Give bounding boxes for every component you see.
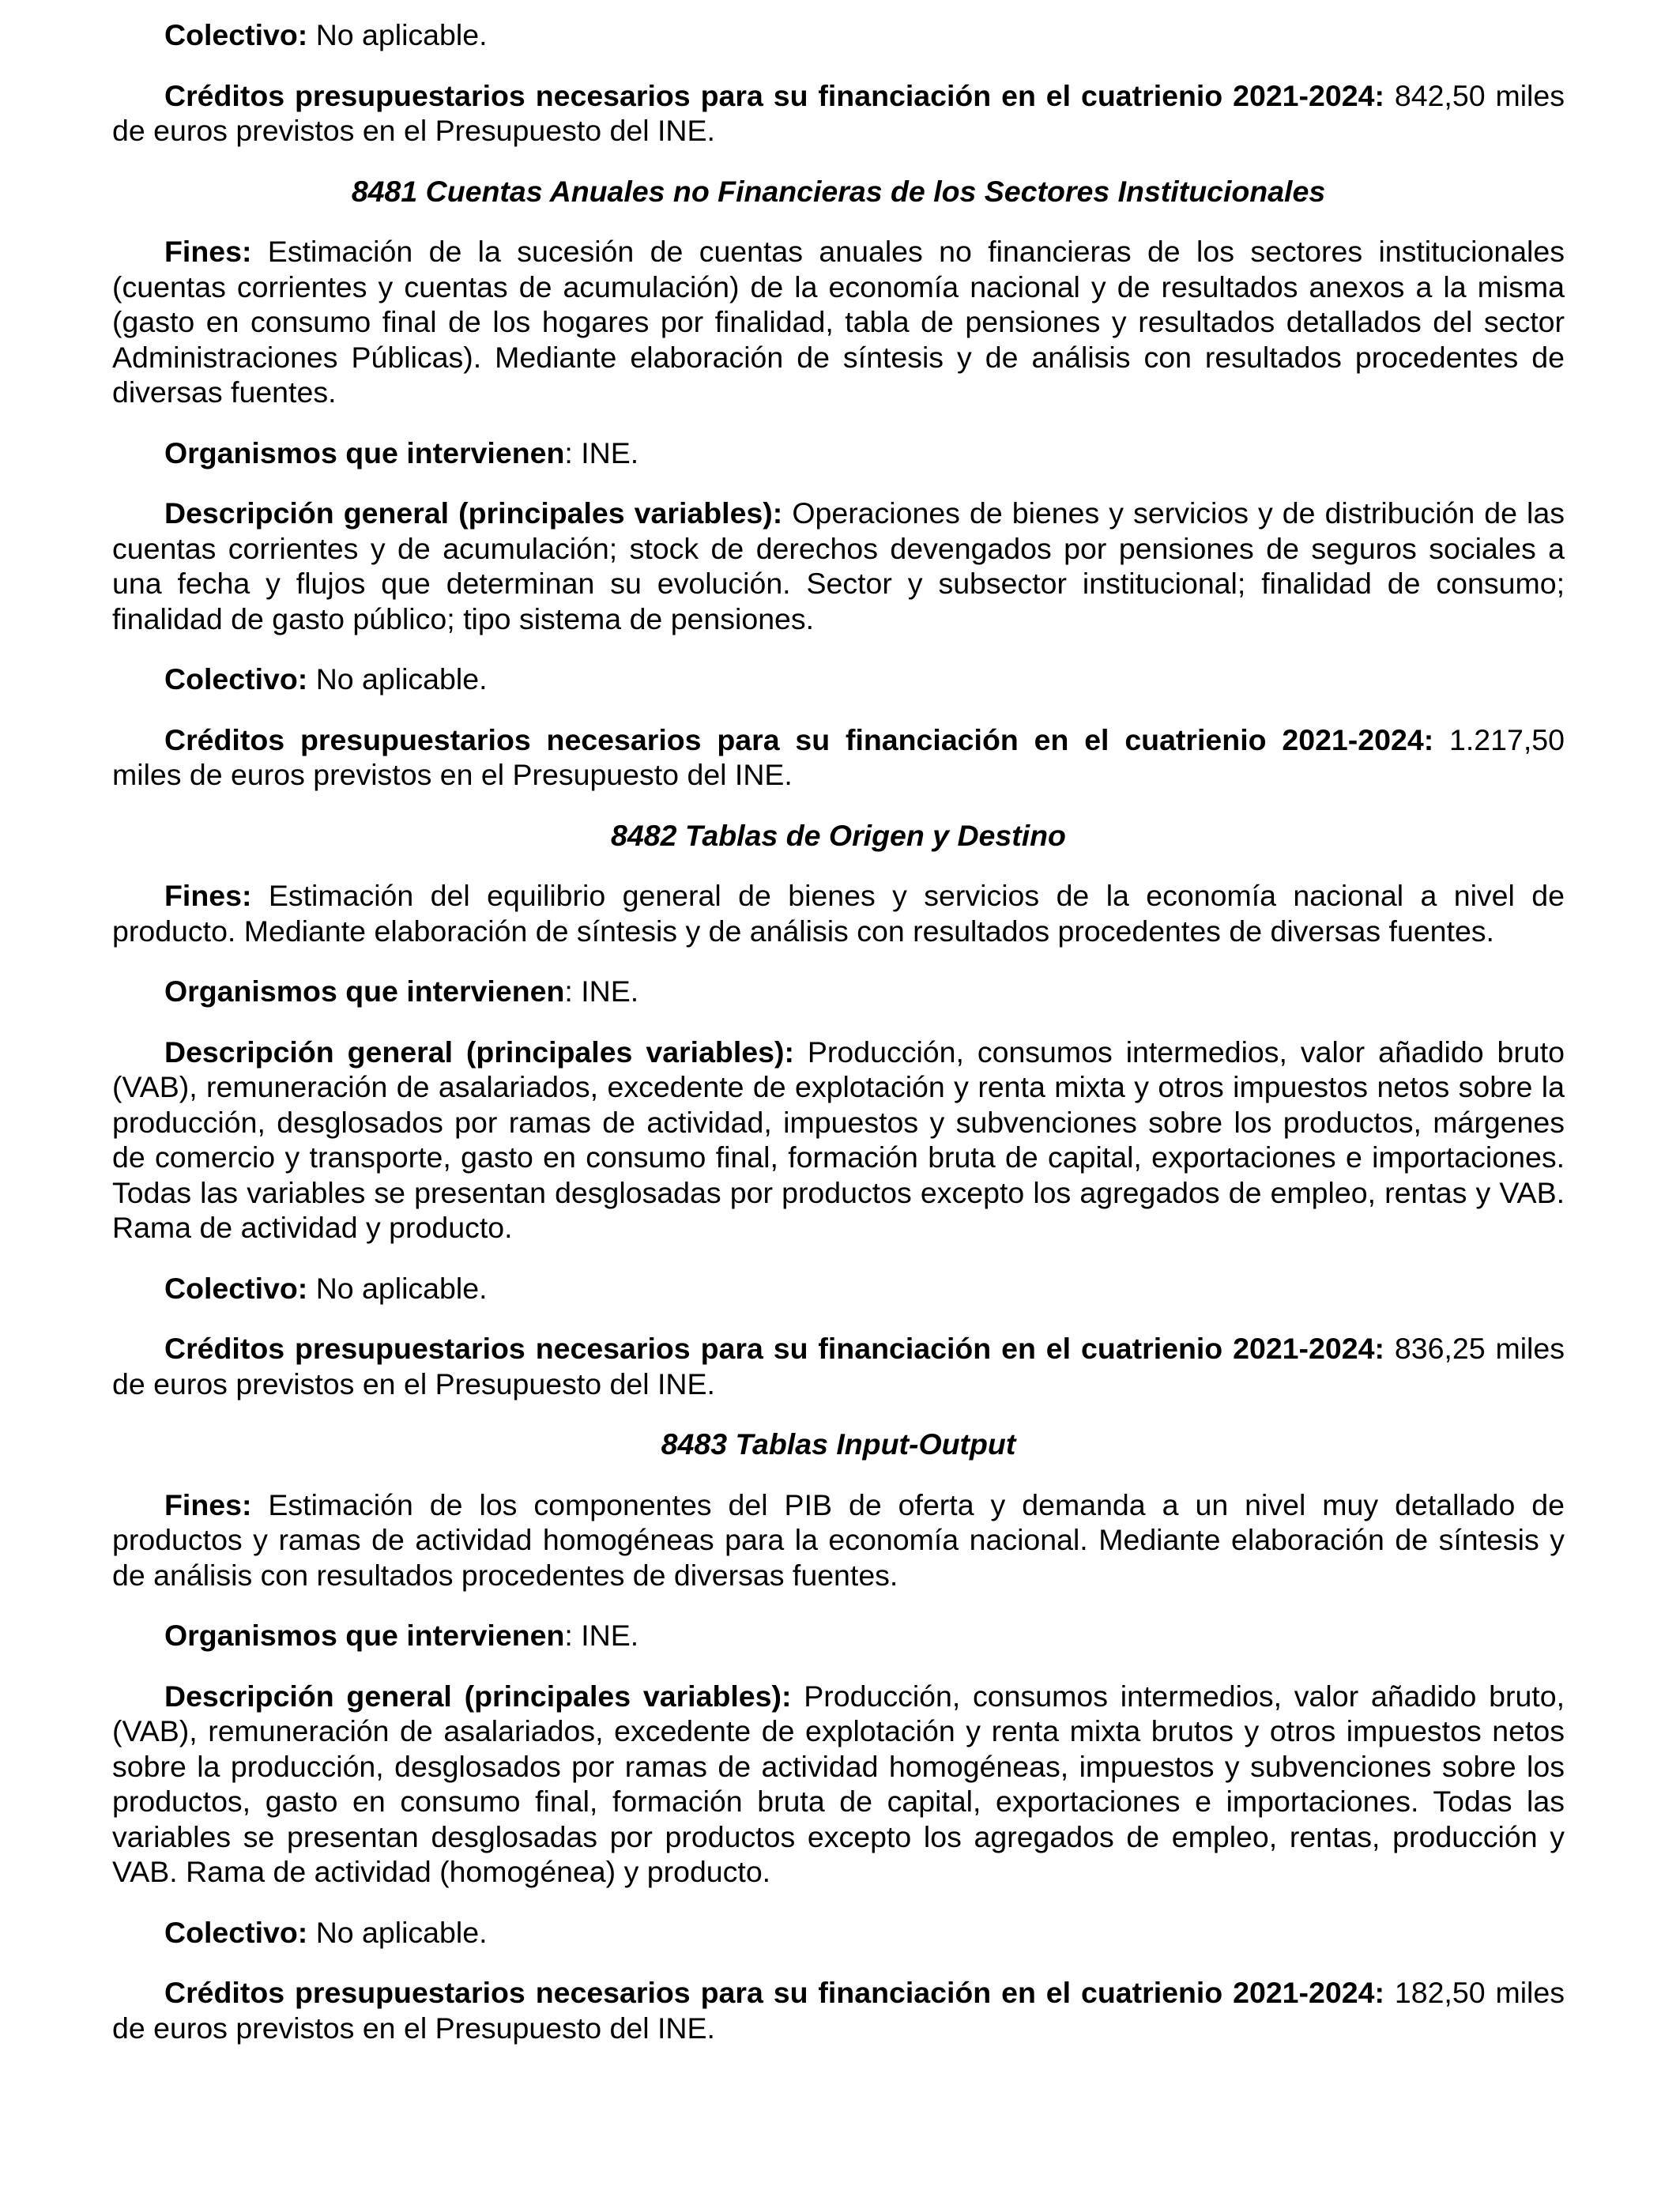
paragraph-text: 842,50 miles de euros previstos en el Presupuesto del INE. (112, 78, 1565, 147)
paragraph-text: No aplicable. (307, 18, 488, 51)
paragraph-label: Colectivo: (164, 1915, 308, 1949)
paragraph-label: Descripción general (principales variables): (164, 496, 783, 530)
paragraph-label: Descripción general (principales variables): (164, 1679, 792, 1713)
paragraph-text: No aplicable. (307, 1915, 488, 1949)
section-heading-8482: 8482 Tablas de Origen y Destino (611, 818, 1066, 852)
paragraph-creditos (112, 1331, 1565, 1401)
paragraph-descripcion (112, 1679, 1565, 1890)
paragraph-label: Créditos presupuestarios necesarios para su financiación en el cuatrienio 2021-2024: (164, 1332, 1384, 1365)
paragraph-text: : INE. (564, 974, 639, 1008)
paragraph-text: : INE. (564, 1619, 639, 1652)
section-heading-8483: 8483 Tablas Input-Output (661, 1427, 1016, 1461)
paragraph-label: Organismos que intervienen (164, 974, 565, 1008)
paragraph-label: Organismos que intervienen (164, 435, 565, 469)
paragraph-text: Estimación de los componentes del PIB de oferta y demanda a un nivel muy detallado de productos y ramas de actividad homogéneas para la economía nacional. Mediante elaboración de síntesis y de análisis con resultados procedentes de diversas fuentes. (112, 1487, 1565, 1592)
paragraph-text: No aplicable. (307, 1271, 488, 1305)
paragraph-colectivo (112, 662, 1565, 697)
paragraph-descripcion (112, 496, 1565, 636)
paragraph-label: Créditos presupuestarios necesarios para su financiación en el cuatrienio 2021-2024: (164, 78, 1384, 112)
paragraph-organismos (112, 974, 1565, 1009)
paragraph-label: Créditos presupuestarios necesarios para su financiación en el cuatrienio 2021-2024: (164, 722, 1434, 756)
paragraph-colectivo (112, 1915, 1565, 1951)
paragraph-colectivo (112, 1271, 1565, 1306)
paragraph-fines (112, 234, 1565, 410)
paragraph-organismos (112, 1618, 1565, 1653)
paragraph-text: Estimación del equilibrio general de bienes y servicios de la economía nacional a nivel de producto. Mediante elaboración de síntesis y de análisis con resultados procedentes de diversas fuentes. (112, 879, 1565, 948)
paragraph-label: Fines: (164, 1487, 252, 1521)
paragraph-text: Producción, consumos intermedios, valor añadido bruto (VAB), remuneración de asalariados, excedente de explotación y renta mixta y otros impuestos netos sobre la producción, desglosados por ramas de actividad, impuestos y subvenciones sobre los productos, márgenes de comercio y transporte, gasto en consumo final, formación bruta de capital, exportaciones e importaciones. Todas las variables se presentan desglosadas por productos excepto los agregados de empleo, rentas y VAB. Rama de actividad y producto. (112, 1035, 1565, 1244)
paragraph-creditos (112, 722, 1565, 793)
paragraph-text: No aplicable. (307, 662, 488, 696)
paragraph-creditos (112, 78, 1565, 149)
paragraph-label: Descripción general (principales variables): (164, 1035, 794, 1069)
paragraph-label: Colectivo: (164, 662, 308, 696)
paragraph-label: Colectivo: (164, 1271, 308, 1305)
paragraph-text: Producción, consumos intermedios, valor añadido bruto, (VAB), remuneración de asalariados, excedente de explotación y renta mixta brutos y otros impuestos netos sobre la producción, desglosados por ramas de actividad homogéneas, impuestos y subvenciones sobre los productos, gasto en consumo final, formación bruta de capital, exportaciones e importaciones. Todas las variables se presentan desglosadas por productos excepto los agregados de empleo, rentas, producción y VAB. Rama de actividad (homogénea) y producto. (112, 1679, 1565, 1888)
paragraph-label: Colectivo: (164, 18, 308, 51)
paragraph-fines (112, 878, 1565, 948)
paragraph-text: 1.217,50 miles de euros previstos en el Presupuesto del INE. (112, 722, 1565, 791)
paragraph-label: Fines: (164, 879, 252, 912)
paragraph-descripcion (112, 1035, 1565, 1246)
paragraph-fines (112, 1487, 1565, 1593)
paragraph-label: Organismos que intervienen (164, 1619, 565, 1652)
paragraph-colectivo (112, 17, 1565, 53)
paragraph-text: Operaciones de bienes y servicios y de distribución de las cuentas corrientes y de acumulación; stock de derechos devengados por pensiones de seguros sociales a una fecha y flujos que determinan su evolución. Sector y subsector institucional; finalidad de consumo; finalidad de gasto público; tipo sistema de pensiones. (112, 496, 1565, 635)
paragraph-text: : INE. (564, 435, 639, 469)
paragraph-organismos (112, 435, 1565, 471)
paragraph-text: 836,25 miles de euros previstos en el Presupuesto del INE. (112, 1332, 1565, 1400)
document-page (112, 0, 1565, 2071)
paragraph-text: Estimación de la sucesión de cuentas anuales no financieras de los sectores institucionales (cuentas corrientes y cuentas de acumulación) de la economía nacional y de resultados anexos a la misma (gasto en consumo final de los hogares por finalidad, tabla de pensiones y resultados detallados del sector Administraciones Públicas). Mediante elaboración de síntesis y de análisis con resultados procedentes de diversas fuentes. (112, 235, 1565, 409)
paragraph-label: Fines: (164, 235, 252, 268)
section-heading-8481: 8481 Cuentas Anuales no Financieras de los Sectores Institucionales (351, 174, 1326, 208)
paragraph-text: 182,50 miles de euros previstos en el Presupuesto del INE. (112, 1976, 1565, 2045)
paragraph-label: Créditos presupuestarios necesarios para su financiación en el cuatrienio 2021-2024: (164, 1976, 1384, 2009)
paragraph-creditos (112, 1975, 1565, 2045)
